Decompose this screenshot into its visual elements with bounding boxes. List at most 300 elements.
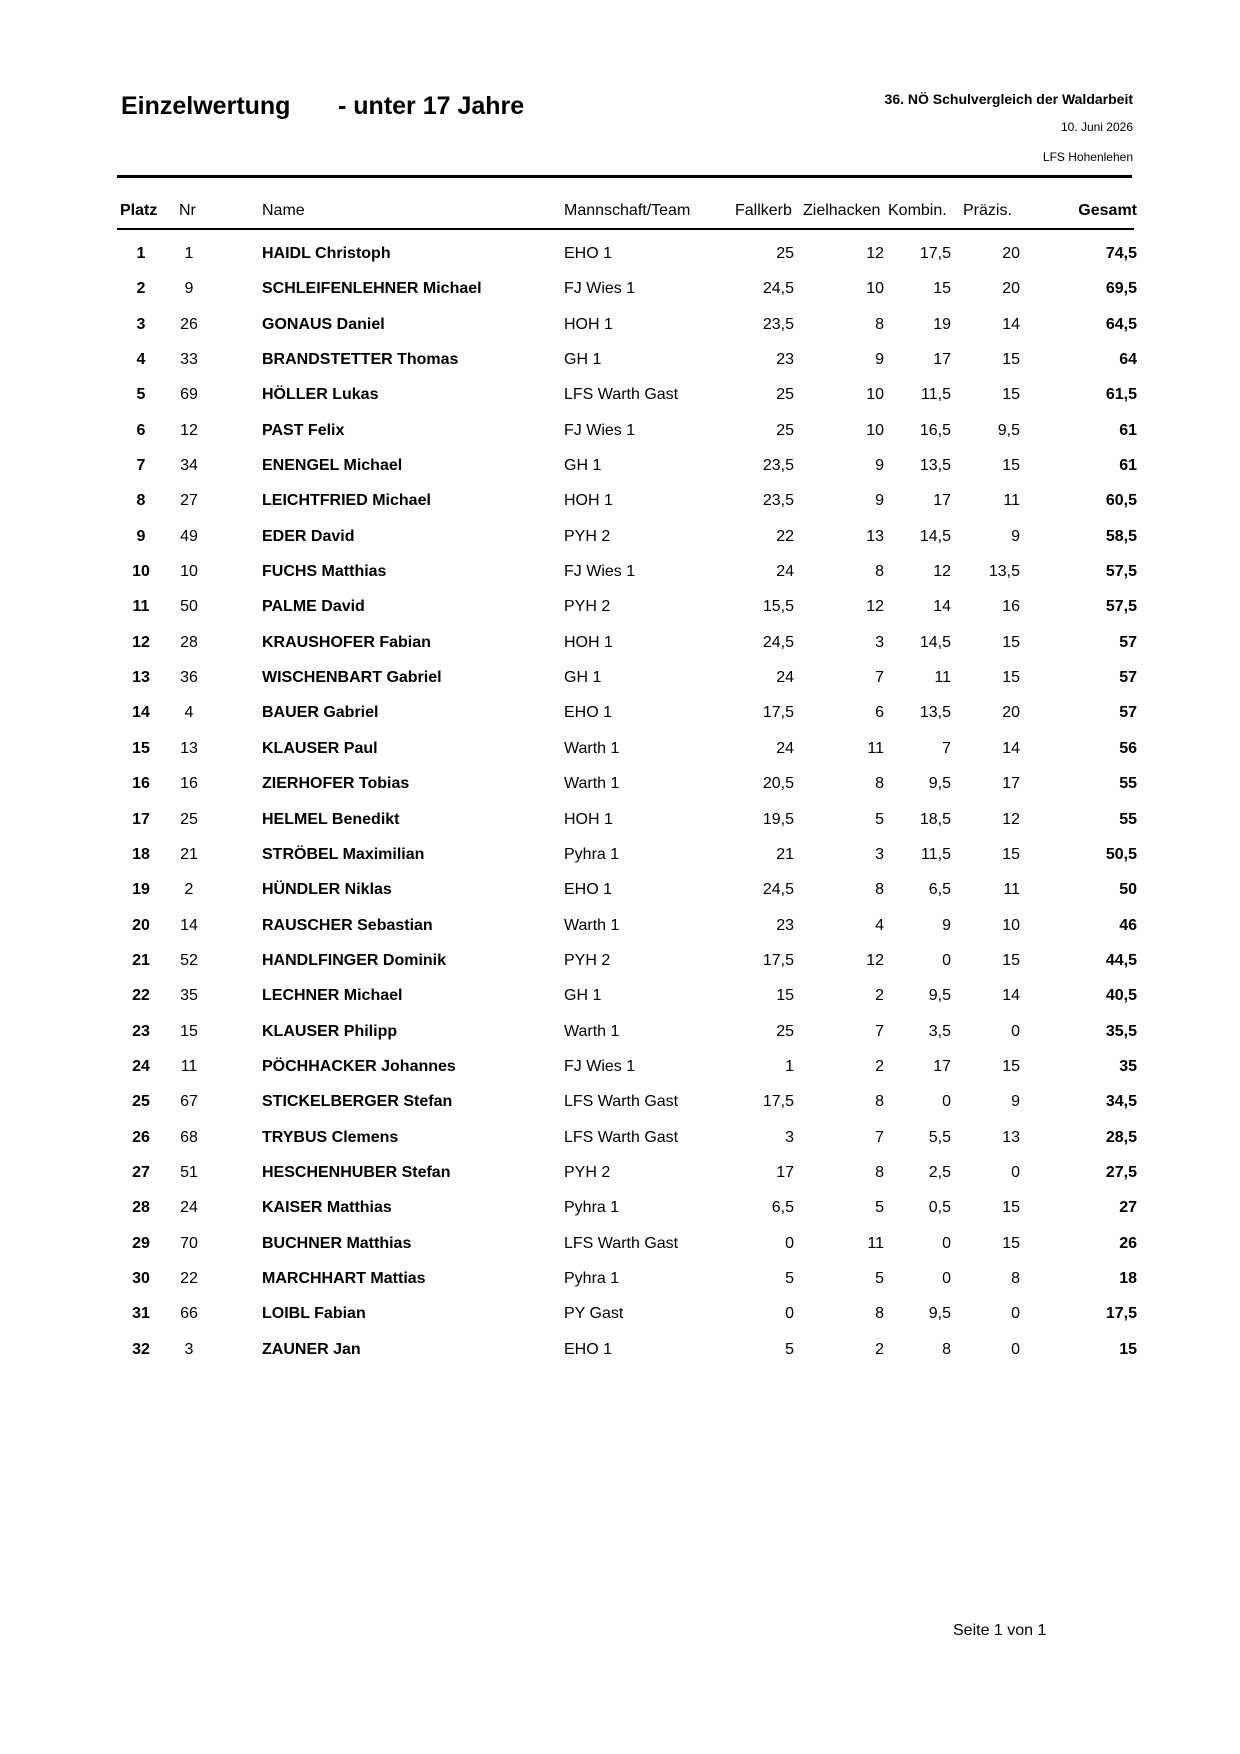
cell-fallkerb: 6,5 xyxy=(771,1199,794,1217)
cell-team: PYH 2 xyxy=(564,527,611,545)
cell-team: FJ Wies 1 xyxy=(564,1057,636,1075)
cell-kombin: 7 xyxy=(942,739,951,757)
cell-team: FJ Wies 1 xyxy=(564,280,636,298)
cell-gesamt: 35,5 xyxy=(1105,1022,1137,1040)
table-row xyxy=(0,695,1240,730)
cell-team: Pyhra 1 xyxy=(564,845,620,863)
cell-praezis: 14 xyxy=(1002,987,1020,1005)
cell-praezis: 15 xyxy=(1002,457,1020,475)
cell-praezis: 9,5 xyxy=(997,421,1020,439)
cell-zielhacken: 2 xyxy=(875,1340,884,1358)
cell-platz: 15 xyxy=(132,739,150,757)
cell-platz: 21 xyxy=(132,951,150,969)
cell-name: LOIBL Fabian xyxy=(262,1305,366,1323)
cell-platz: 2 xyxy=(136,280,146,298)
cell-name: EDER David xyxy=(262,527,355,545)
table-row xyxy=(0,978,1240,1013)
cell-platz: 9 xyxy=(136,527,146,545)
header-divider xyxy=(117,175,1132,178)
cell-name: LECHNER Michael xyxy=(262,987,403,1005)
cell-zielhacken: 9 xyxy=(875,351,884,369)
cell-fallkerb: 23,5 xyxy=(762,457,794,475)
cell-zielhacken: 8 xyxy=(875,563,884,581)
cell-nr: 28 xyxy=(180,633,198,651)
cell-team: FJ Wies 1 xyxy=(564,563,636,581)
cell-praezis: 12 xyxy=(1002,810,1020,828)
cell-praezis: 0 xyxy=(1011,1022,1020,1040)
cell-gesamt: 15 xyxy=(1119,1340,1137,1358)
cell-fallkerb: 15,5 xyxy=(762,598,794,616)
cell-nr: 3 xyxy=(184,1340,194,1358)
cell-nr: 51 xyxy=(180,1163,198,1181)
cell-name: STRÖBEL Maximilian xyxy=(262,845,425,863)
cell-fallkerb: 24 xyxy=(776,669,794,687)
cell-name: WISCHENBART Gabriel xyxy=(262,669,442,687)
cell-platz: 29 xyxy=(132,1234,150,1252)
cell-team: EHO 1 xyxy=(564,704,613,722)
cell-zielhacken: 2 xyxy=(875,987,884,1005)
cell-nr: 14 xyxy=(180,916,198,934)
cell-nr: 67 xyxy=(180,1093,198,1111)
cell-zielhacken: 12 xyxy=(866,951,884,969)
table-row xyxy=(0,1084,1240,1119)
cell-name: KLAUSER Paul xyxy=(262,739,378,757)
cell-gesamt: 18 xyxy=(1119,1269,1137,1287)
table-row xyxy=(0,731,1240,766)
page-title: Einzelwertung xyxy=(121,92,291,120)
cell-nr: 27 xyxy=(180,492,198,510)
cell-fallkerb: 3 xyxy=(785,1128,794,1146)
cell-praezis: 0 xyxy=(1011,1163,1020,1181)
cell-kombin: 13,5 xyxy=(919,704,951,722)
cell-nr: 69 xyxy=(180,386,198,404)
cell-platz: 26 xyxy=(132,1128,150,1146)
cell-name: HÜNDLER Niklas xyxy=(262,881,392,899)
cell-zielhacken: 9 xyxy=(875,492,884,510)
table-row xyxy=(0,625,1240,660)
cell-platz: 32 xyxy=(132,1340,150,1358)
cell-name: SCHLEIFENLEHNER Michael xyxy=(262,280,482,298)
cell-praezis: 15 xyxy=(1002,386,1020,404)
cell-platz: 27 xyxy=(132,1163,150,1181)
cell-kombin: 14 xyxy=(933,598,951,616)
cell-fallkerb: 23 xyxy=(776,351,794,369)
cell-team: Pyhra 1 xyxy=(564,1199,620,1217)
cell-name: KRAUSHOFER Fabian xyxy=(262,633,431,651)
cell-platz: 30 xyxy=(132,1269,150,1287)
cell-platz: 22 xyxy=(132,987,150,1005)
cell-kombin: 17 xyxy=(933,1057,951,1075)
cell-zielhacken: 8 xyxy=(875,881,884,899)
cell-gesamt: 28,5 xyxy=(1105,1128,1137,1146)
cell-praezis: 10 xyxy=(1002,916,1020,934)
cell-team: GH 1 xyxy=(564,351,602,369)
cell-zielhacken: 8 xyxy=(875,1093,884,1111)
cell-fallkerb: 24 xyxy=(776,563,794,581)
table-row xyxy=(0,1155,1240,1190)
cell-kombin: 18,5 xyxy=(919,810,951,828)
cell-zielhacken: 10 xyxy=(866,421,884,439)
cell-gesamt: 61,5 xyxy=(1105,386,1137,404)
cell-team: FJ Wies 1 xyxy=(564,421,636,439)
cell-fallkerb: 25 xyxy=(776,1022,794,1040)
event-date: 10. Juni 2026 xyxy=(1060,120,1133,134)
cell-nr: 10 xyxy=(180,563,198,581)
cell-team: GH 1 xyxy=(564,987,602,1005)
cell-gesamt: 57 xyxy=(1119,633,1137,651)
cell-platz: 31 xyxy=(132,1305,150,1323)
cell-kombin: 12 xyxy=(933,563,951,581)
cell-fallkerb: 23,5 xyxy=(762,492,794,510)
column-header-fallkerb: Fallkerb xyxy=(735,202,792,219)
cell-fallkerb: 25 xyxy=(776,245,794,262)
cell-nr: 66 xyxy=(180,1305,198,1323)
table-row xyxy=(0,1261,1240,1296)
table-row xyxy=(0,1332,1240,1367)
cell-name: ENENGEL Michael xyxy=(262,457,403,475)
cell-platz: 1 xyxy=(136,245,146,262)
cell-team: HOH 1 xyxy=(564,633,613,651)
cell-name: PAST Felix xyxy=(262,421,345,439)
cell-gesamt: 64,5 xyxy=(1105,315,1137,333)
cell-team: PYH 2 xyxy=(564,598,611,616)
cell-nr: 22 xyxy=(180,1269,198,1287)
cell-gesamt: 60,5 xyxy=(1105,492,1137,510)
cell-kombin: 19 xyxy=(933,315,951,333)
cell-gesamt: 26 xyxy=(1119,1234,1137,1252)
cell-team: HOH 1 xyxy=(564,315,613,333)
cell-platz: 25 xyxy=(132,1093,150,1111)
cell-zielhacken: 12 xyxy=(866,598,884,616)
cell-fallkerb: 5 xyxy=(785,1269,794,1287)
cell-praezis: 11 xyxy=(1003,881,1020,899)
cell-praezis: 14 xyxy=(1002,315,1020,333)
cell-nr: 26 xyxy=(180,315,198,333)
cell-zielhacken: 9 xyxy=(875,457,884,475)
cell-nr: 49 xyxy=(180,527,198,545)
cell-nr: 34 xyxy=(180,457,198,475)
cell-nr: 50 xyxy=(180,598,198,616)
cell-team: GH 1 xyxy=(564,457,602,475)
cell-gesamt: 61 xyxy=(1119,457,1137,475)
cell-praezis: 0 xyxy=(1011,1305,1020,1323)
cell-zielhacken: 8 xyxy=(875,1305,884,1323)
cell-nr: 25 xyxy=(180,810,198,828)
cell-praezis: 9 xyxy=(1011,1093,1020,1111)
cell-name: GONAUS Daniel xyxy=(262,315,385,333)
cell-gesamt: 58,5 xyxy=(1105,527,1137,545)
table-header-divider xyxy=(117,228,1134,230)
cell-gesamt: 64 xyxy=(1119,351,1137,369)
cell-fallkerb: 15 xyxy=(776,987,794,1005)
cell-kombin: 0 xyxy=(942,1234,951,1252)
cell-nr: 24 xyxy=(180,1199,198,1217)
cell-zielhacken: 12 xyxy=(866,245,884,262)
cell-nr: 33 xyxy=(180,351,198,369)
cell-fallkerb: 17,5 xyxy=(762,704,794,722)
table-row xyxy=(0,766,1240,801)
cell-team: GH 1 xyxy=(564,669,602,687)
table-row xyxy=(0,660,1240,695)
cell-name: FUCHS Matthias xyxy=(262,563,387,581)
cell-name: HELMEL Benedikt xyxy=(262,810,400,828)
cell-kombin: 14,5 xyxy=(919,527,951,545)
event-location: LFS Hohenlehen xyxy=(1042,150,1133,164)
cell-name: ZIERHOFER Tobias xyxy=(262,775,410,793)
cell-kombin: 9,5 xyxy=(928,1305,951,1323)
cell-team: EHO 1 xyxy=(564,245,613,262)
cell-name: LEICHTFRIED Michael xyxy=(262,492,431,510)
cell-kombin: 17 xyxy=(933,492,951,510)
cell-kombin: 11 xyxy=(934,669,951,687)
cell-nr: 15 xyxy=(180,1022,198,1040)
cell-zielhacken: 5 xyxy=(875,1199,884,1217)
cell-team: LFS Warth Gast xyxy=(564,386,679,404)
cell-zielhacken: 7 xyxy=(875,1022,884,1040)
cell-fallkerb: 24,5 xyxy=(762,881,794,899)
cell-kombin: 2,5 xyxy=(928,1163,951,1181)
cell-kombin: 3,5 xyxy=(928,1022,951,1040)
cell-team: EHO 1 xyxy=(564,1340,613,1358)
cell-kombin: 0,5 xyxy=(928,1199,951,1217)
cell-platz: 8 xyxy=(136,492,146,510)
cell-kombin: 8 xyxy=(942,1340,951,1358)
cell-fallkerb: 21 xyxy=(776,845,794,863)
cell-name: MARCHHART Mattias xyxy=(262,1269,426,1287)
cell-kombin: 13,5 xyxy=(919,457,951,475)
cell-team: LFS Warth Gast xyxy=(564,1128,679,1146)
table-row xyxy=(0,1049,1240,1084)
cell-zielhacken: 7 xyxy=(875,1128,884,1146)
cell-team: PY Gast xyxy=(564,1305,624,1323)
cell-platz: 11 xyxy=(132,598,150,616)
cell-gesamt: 69,5 xyxy=(1105,280,1137,298)
cell-fallkerb: 24 xyxy=(776,739,794,757)
table-row xyxy=(0,1190,1240,1225)
cell-team: Warth 1 xyxy=(564,775,620,793)
cell-name: ZAUNER Jan xyxy=(262,1340,361,1358)
cell-name: BAUER Gabriel xyxy=(262,704,379,722)
cell-fallkerb: 25 xyxy=(776,421,794,439)
cell-gesamt: 27 xyxy=(1119,1199,1137,1217)
cell-zielhacken: 7 xyxy=(875,669,884,687)
cell-praezis: 20 xyxy=(1002,245,1020,262)
cell-platz: 13 xyxy=(132,669,150,687)
cell-praezis: 15 xyxy=(1002,633,1020,651)
cell-nr: 2 xyxy=(184,881,194,899)
cell-nr: 4 xyxy=(184,704,194,722)
cell-gesamt: 57,5 xyxy=(1105,563,1137,581)
cell-praezis: 16 xyxy=(1002,598,1020,616)
cell-fallkerb: 0 xyxy=(785,1234,794,1252)
cell-fallkerb: 20,5 xyxy=(762,775,794,793)
cell-platz: 24 xyxy=(132,1057,150,1075)
column-header-praezis: Präzis. xyxy=(963,202,1012,219)
cell-name: PALME David xyxy=(262,598,365,616)
cell-kombin: 14,5 xyxy=(919,633,951,651)
cell-kombin: 9,5 xyxy=(928,775,951,793)
cell-nr: 70 xyxy=(180,1234,198,1252)
cell-zielhacken: 2 xyxy=(875,1057,884,1075)
cell-nr: 16 xyxy=(180,775,198,793)
table-row xyxy=(0,342,1240,377)
table-row xyxy=(0,802,1240,837)
cell-fallkerb: 25 xyxy=(776,386,794,404)
cell-zielhacken: 10 xyxy=(866,386,884,404)
cell-name: KAISER Matthias xyxy=(262,1199,392,1217)
event-name: 36. NÖ Schulvergleich der Waldarbeit xyxy=(884,91,1133,107)
table-row xyxy=(0,413,1240,448)
cell-team: HOH 1 xyxy=(564,810,613,828)
cell-fallkerb: 5 xyxy=(785,1340,794,1358)
cell-name: PÖCHHACKER Johannes xyxy=(262,1057,456,1075)
cell-praezis: 15 xyxy=(1002,1199,1020,1217)
cell-name: TRYBUS Clemens xyxy=(262,1128,399,1146)
cell-kombin: 16,5 xyxy=(919,421,951,439)
cell-platz: 14 xyxy=(132,704,150,722)
cell-platz: 23 xyxy=(132,1022,150,1040)
cell-gesamt: 55 xyxy=(1119,810,1137,828)
cell-zielhacken: 5 xyxy=(875,1269,884,1287)
cell-fallkerb: 17,5 xyxy=(762,1093,794,1111)
column-header-gesamt: Gesamt xyxy=(1078,202,1137,219)
cell-team: PYH 2 xyxy=(564,1163,611,1181)
cell-gesamt: 57 xyxy=(1119,704,1137,722)
cell-fallkerb: 24,5 xyxy=(762,633,794,651)
cell-zielhacken: 4 xyxy=(875,916,884,934)
cell-gesamt: 56 xyxy=(1119,739,1137,757)
cell-team: Pyhra 1 xyxy=(564,1269,620,1287)
cell-zielhacken: 3 xyxy=(875,845,884,863)
cell-platz: 12 xyxy=(132,633,150,651)
cell-name: HESCHENHUBER Stefan xyxy=(262,1163,451,1181)
cell-nr: 35 xyxy=(180,987,198,1005)
cell-name: KLAUSER Philipp xyxy=(262,1022,398,1040)
cell-nr: 9 xyxy=(184,280,194,298)
cell-nr: 12 xyxy=(180,421,198,439)
cell-zielhacken: 11 xyxy=(867,1234,884,1252)
cell-praezis: 9 xyxy=(1011,527,1020,545)
cell-fallkerb: 0 xyxy=(785,1305,794,1323)
cell-praezis: 15 xyxy=(1002,669,1020,687)
cell-praezis: 15 xyxy=(1002,1057,1020,1075)
cell-kombin: 0 xyxy=(942,1269,951,1287)
cell-gesamt: 35 xyxy=(1119,1057,1137,1075)
cell-zielhacken: 8 xyxy=(875,315,884,333)
results-table-body xyxy=(0,236,1240,1367)
column-header-name: Name xyxy=(262,202,305,219)
table-row xyxy=(0,483,1240,518)
cell-zielhacken: 8 xyxy=(875,1163,884,1181)
cell-fallkerb: 19,5 xyxy=(762,810,794,828)
cell-kombin: 15 xyxy=(933,280,951,298)
table-row xyxy=(0,908,1240,943)
cell-nr: 13 xyxy=(180,739,198,757)
cell-platz: 6 xyxy=(136,421,146,439)
cell-kombin: 0 xyxy=(942,1093,951,1111)
cell-nr: 36 xyxy=(180,669,198,687)
cell-praezis: 15 xyxy=(1002,1234,1020,1252)
cell-kombin: 6,5 xyxy=(928,881,951,899)
cell-praezis: 14 xyxy=(1002,739,1020,757)
cell-kombin: 11,5 xyxy=(921,386,951,404)
column-header-zielhacken: Zielhacken xyxy=(803,202,881,219)
table-row xyxy=(0,236,1240,271)
table-row xyxy=(0,377,1240,412)
cell-praezis: 15 xyxy=(1002,951,1020,969)
page-subtitle: - unter 17 Jahre xyxy=(338,92,525,120)
table-row xyxy=(0,1226,1240,1261)
cell-fallkerb: 22 xyxy=(776,527,794,545)
column-header-platz: Platz xyxy=(120,202,158,219)
cell-zielhacken: 10 xyxy=(866,280,884,298)
cell-zielhacken: 5 xyxy=(875,810,884,828)
cell-gesamt: 55 xyxy=(1119,775,1137,793)
cell-nr: 1 xyxy=(184,245,194,262)
column-header-kombin: Kombin. xyxy=(888,202,947,219)
cell-platz: 10 xyxy=(132,563,150,581)
table-row xyxy=(0,271,1240,306)
cell-platz: 16 xyxy=(132,775,150,793)
cell-gesamt: 61 xyxy=(1119,421,1137,439)
cell-fallkerb: 24,5 xyxy=(762,280,794,298)
cell-name: HANDLFINGER Dominik xyxy=(262,951,446,969)
cell-fallkerb: 23 xyxy=(776,916,794,934)
cell-zielhacken: 8 xyxy=(875,775,884,793)
cell-gesamt: 40,5 xyxy=(1105,987,1137,1005)
cell-praezis: 20 xyxy=(1002,704,1020,722)
cell-praezis: 13 xyxy=(1002,1128,1020,1146)
cell-team: HOH 1 xyxy=(564,492,613,510)
cell-praezis: 15 xyxy=(1002,351,1020,369)
cell-nr: 11 xyxy=(180,1057,198,1075)
cell-team: EHO 1 xyxy=(564,881,613,899)
cell-praezis: 0 xyxy=(1011,1340,1020,1358)
cell-zielhacken: 13 xyxy=(866,527,884,545)
cell-name: BRANDSTETTER Thomas xyxy=(262,351,459,369)
cell-kombin: 0 xyxy=(942,951,951,969)
table-row xyxy=(0,554,1240,589)
table-row xyxy=(0,1120,1240,1155)
cell-fallkerb: 23,5 xyxy=(762,315,794,333)
table-row xyxy=(0,943,1240,978)
cell-nr: 68 xyxy=(180,1128,198,1146)
cell-gesamt: 17,5 xyxy=(1105,1305,1137,1323)
cell-platz: 3 xyxy=(136,315,146,333)
cell-team: Warth 1 xyxy=(564,1022,620,1040)
cell-nr: 21 xyxy=(180,845,198,863)
cell-name: STICKELBERGER Stefan xyxy=(262,1093,453,1111)
cell-praezis: 11 xyxy=(1003,492,1020,510)
table-row xyxy=(0,837,1240,872)
table-row xyxy=(0,519,1240,554)
cell-kombin: 9,5 xyxy=(928,987,951,1005)
cell-praezis: 8 xyxy=(1011,1269,1020,1287)
cell-platz: 5 xyxy=(136,386,146,404)
cell-name: HÖLLER Lukas xyxy=(262,386,379,404)
cell-kombin: 9 xyxy=(942,916,951,934)
cell-name: BUCHNER Matthias xyxy=(262,1234,412,1252)
cell-platz: 4 xyxy=(136,351,146,369)
cell-praezis: 17 xyxy=(1002,775,1020,793)
page-number: Seite 1 von 1 xyxy=(953,1622,1047,1639)
cell-fallkerb: 17,5 xyxy=(762,951,794,969)
cell-kombin: 5,5 xyxy=(928,1128,951,1146)
cell-praezis: 20 xyxy=(1002,280,1020,298)
cell-praezis: 15 xyxy=(1002,845,1020,863)
table-row xyxy=(0,307,1240,342)
cell-team: LFS Warth Gast xyxy=(564,1093,679,1111)
